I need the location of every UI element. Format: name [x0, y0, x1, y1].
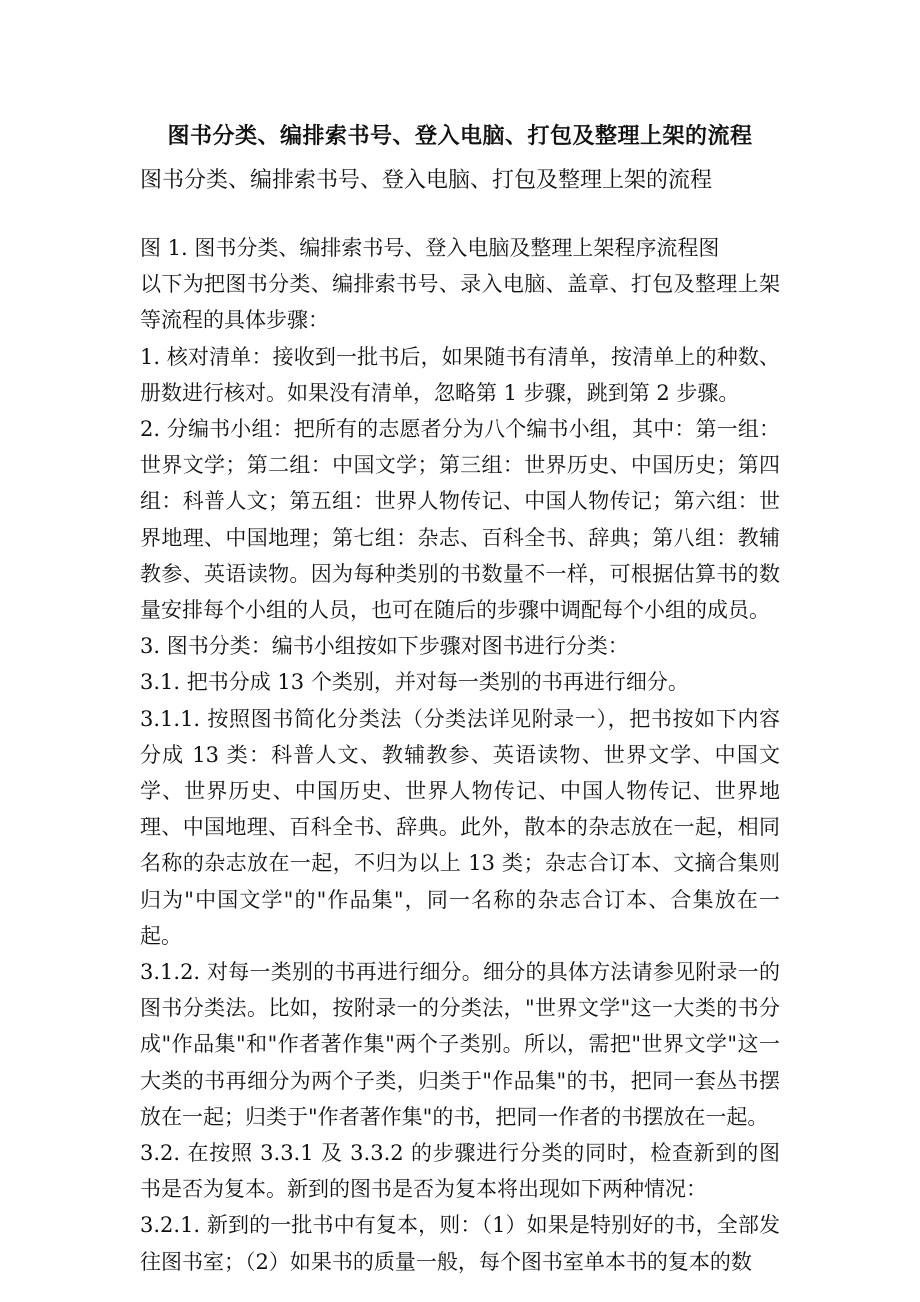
step-2-paragraph: 2. 分编书小组：把所有的志愿者分为八个编书小组，其中：第一组：世界文学；第二组：中国文学；第三组：世界历史、中国历史；第四组：科普人文；第五组：世界人物传记、中国人物传记；第六组：世界地理、中国地理；第七组：杂志、百科全书、辞典；第八组：教辅教参、英语读物。因为每种类别的书数量不一样，可根据估算书的数量安排每个小组的人员，也可在随后的步骤中调配每个小组的成员。 [140, 417, 780, 623]
intro-paragraph: 以下为把图书分类、编排索书号、录入电脑、盖章、打包及整理上架等流程的具体步骤： [140, 272, 780, 333]
figure-caption: 图 1. 图书分类、编排索书号、登入电脑及整理上架程序流程图 [140, 236, 720, 260]
document-body [140, 230, 780, 1280]
step-1-paragraph: 1. 核对清单：接收到一批书后，如果随书有清单，按清单上的种数、册数进行核对。如果没有清单，忽略第 1 步骤，跳到第 2 步骤。 [140, 344, 780, 405]
step-3-2-paragraph: 3.2. 在按照 3.3.1 及 3.3.2 的步骤进行分类的同时，检查新到的图书是否为复本。新到的图书是否为复本将出现如下两种情况： [140, 1141, 780, 1202]
page-subtitle: 图书分类、编排索书号、登入电脑、打包及整理上架的流程 [140, 168, 713, 193]
step-3-1-paragraph: 3.1. 把书分成 13 个类别，并对每一类别的书再进行细分。 [140, 670, 689, 695]
step-3-2-1-paragraph: 3.2.1. 新到的一批书中有复本，则：（1）如果是特别好的书，全部发往图书室；（2）如果书的质量一般，每个图书室单本书的复本的数 [140, 1213, 780, 1274]
step-3-1-1-paragraph: 3.1.1. 按照图书简化分类法（分类法详见附录一），把书按如下内容分成 13 类：科普人文、教辅教参、英语读物、世界文学、中国文学、世界历史、中国历史、世界人物传记、中国人物传记、世界地理、中国地理、百科全书、辞典。此外，散本的杂志放在一起，相同名称的杂志放在一起，不归为以上 13 类；杂志合订本、文摘合集则归为"中国文学"的"作品集"，同一名称的杂志合订本、合集放在一起。 [140, 706, 780, 948]
page-title: 图书分类、编排索书号、登入电脑、打包及整理上架的流程 [167, 123, 753, 149]
step-3-paragraph: 3. 图书分类：编书小组按如下步骤对图书进行分类： [140, 634, 629, 659]
step-3-1-2-paragraph: 3.1.2. 对每一类别的书再进行细分。细分的具体方法请参见附录一的图书分类法。比如，按附录一的分类法，"世界文学"这一大类的书分成"作品集"和"作者著作集"两个子类别。所以，需把"世界文学"这一大类的书再细分为两个子类，归类于"作品集"的书，把同一套丛书摆放在一起；归类于"作者著作集"的书，把同一作者的书摆放在一起。 [140, 960, 780, 1129]
